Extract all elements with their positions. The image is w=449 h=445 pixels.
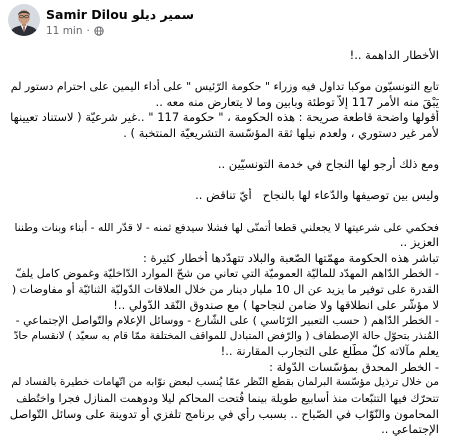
author-name-link[interactable]: Samir Dilou سمير ديلو xyxy=(46,7,195,22)
post-paragraph xyxy=(10,157,439,173)
post-text-line: تابع التونسيّون موكبا تداول فيه وزراء " حكومة الرّئيس " على أداء اليمين على احترام دستور لم xyxy=(10,80,439,94)
globe-icon xyxy=(94,26,104,36)
post-header xyxy=(8,4,428,40)
post-text-line: وليس بين توصيفها والدّعاء لها بالنجاح أيّ تناقض .. xyxy=(195,188,439,203)
post-body xyxy=(10,48,439,438)
post-text-line: - الخطر الدّاهم ( حسب التعبير الرّئاسي ) على الشّارع - ووسائل الإعلام والتّواصل الإجتماعي - xyxy=(15,314,439,328)
post-text-line: تباشر هذه الحكومة مهمّتها الصّعبة والبلاد تتهدّدها أخطار كثيرة : xyxy=(142,250,439,265)
post-text-line: العزيز .. xyxy=(399,235,439,250)
post-text-line: المُنذر بتحوّل حالة الإصطفاف ( والرّفض المتبادل للمواقف المختلفة ممّا قام به سعيّد ) لانقسام حادّ xyxy=(13,329,439,342)
profile-photo-icon xyxy=(8,4,40,36)
post-paragraph xyxy=(10,48,439,64)
post-text-line: - الخطر الدّاهم المهدّد للماليّة العموميّة التي تعاني من شحّ الموارد الدّاخليّة وغموض كامل يلفّ xyxy=(15,267,439,281)
post-text-line: يَبْقَ منه الأمر 117 إلاّ توطئة وبابين وما لا يتعارض منه معه .. xyxy=(155,94,439,109)
post-text-line: يعلم مآلاته كلّ مطّلع على التجارب المقارنة ..! xyxy=(220,344,439,359)
post-text-line: الإجتماعي .. xyxy=(381,422,439,437)
post-text-line: أقولها واضحة قاطعة صريحة : هذه الحكومة ، " حكومة 117 " ..غير شرعيّة ( لاستناد تعيينها xyxy=(10,110,439,125)
post-paragraph xyxy=(10,79,439,141)
post-text-line: فحكمي على شرعيتها لا يجعلني قطعا أتمنّى لها فشلا سيدفع ثمنه - لا قدّر الله - أبناء وبنات وطننا xyxy=(14,220,439,234)
post-meta xyxy=(46,25,104,37)
post-text-line: من خلال ترذيل مؤسّسة البرلمان بقطع النّظر عمّا يُنسب لبعض نوّابه من اتّهامات خطيرة بالفساد لم xyxy=(11,376,439,389)
post-text-line: - الخطر المحدق بمؤسّسات الدّولة : xyxy=(269,359,439,374)
post-timestamp-link[interactable]: 11 min xyxy=(46,25,83,37)
post-text-line: تتحرّك فيها التتبّعات منذ أسابيع طويلة بينما فُتحت المحاكم ليلا ودوهمت المنازل فجرا واختُطف xyxy=(16,392,439,406)
post-text-line: لا مؤشّر على انطلاقها ولا ضامن لنجاحها ) مع صندوق النّقد الدّولي ..! xyxy=(113,297,439,312)
post-paragraph xyxy=(10,188,439,204)
post-title-line: الأخطار الداهمة ..! xyxy=(349,48,439,62)
post-text-line: القدرة على توفير ما يزيد عن ال 10 مليار دينار من خلال العلاقات الدّوليّة الثنائيّة أو مفاوضات ( xyxy=(11,282,439,296)
post-text-line: المحامون والنّوّاب في الصّباح .. بسبب رأي في برنامج تلفزي أو تدوينة على وسائل التّواصل xyxy=(10,406,439,421)
meta-separator: · xyxy=(86,25,90,37)
author-avatar[interactable] xyxy=(8,4,40,36)
post-paragraph xyxy=(10,220,439,438)
post-text-line: ومع ذلك أرجو لها النجاح في خدمة التونسيّين .. xyxy=(217,157,439,172)
post-text-line: لأمر غير دستوري ، ولعدم نيلها ثقة المؤسّسة التشريعيّة المنتخبة ) . xyxy=(123,125,439,140)
